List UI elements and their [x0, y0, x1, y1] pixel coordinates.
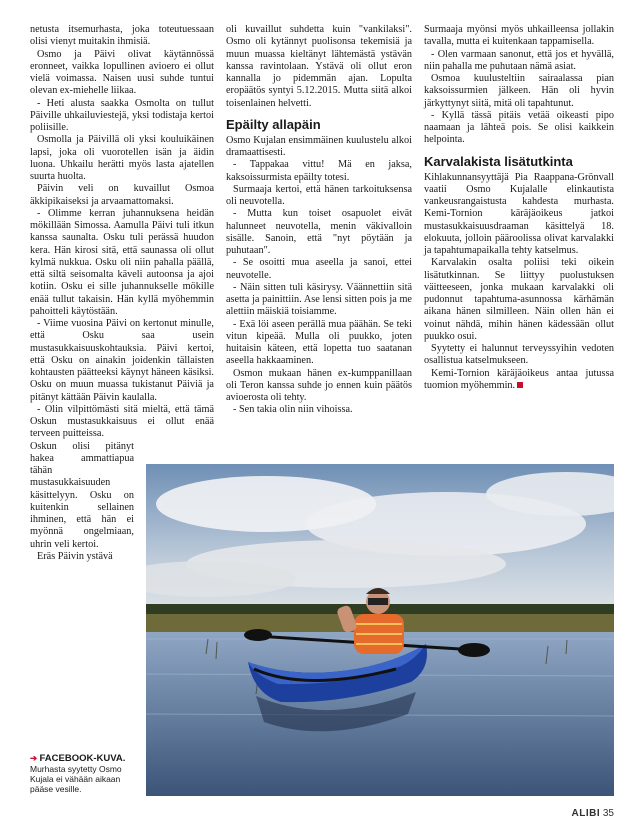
paragraph: oli kuvaillut suhdetta kuin "vankilaksi". Osmo oli kytännyt puolisonsa tekemisiä ja muun muassa kieltänyt lähtemästä ystävän kanssa ravintolaan. Ystävä oli ollut eron kannalla jo pidemmän ajan. Lopulta eropäätös syntyi 5.12.2015. Mutta siitä alkoi toisenlainen helvetti.	[226, 24, 412, 109]
section-heading: Epäilty allapäin	[226, 116, 321, 132]
paragraph: Osmolla ja Päivillä oli yksi kouluikäinen lapsi, joka oli vuorotellen isän ja äidin luona. Uhkailu herätti myös lasta ajatellen suurta huolta.	[30, 134, 214, 182]
paragraph: Surmaaja kertoi, että hänen tarkoituksensa oli neuvotella.	[226, 183, 412, 207]
caption-text: Murhasta syytetty Osmo Kujala ei vähään aikaan pääse vesille.	[30, 764, 122, 794]
caption-title: FACEBOOK-KUVA.	[39, 753, 126, 764]
paragraph: - Viime vuosina Päivi on kertonut minulle, että Osku saa usein mustasukkaisuuskohtauksia. Päivi kertoi, että Osku on ainakin joidenkin tällaisten kohtausten päätteeksi käynyt häneen käsiksi. Osku on muun muassa tukistanut Päiviä ja pitänyt kättään Päivin kaulalla.	[30, 318, 214, 403]
paragraph: - Sen takia olin niin vihoissa.	[233, 404, 353, 416]
section-heading: Karvalakista lisätutkinta	[424, 153, 573, 169]
paragraph: - Se osoitti mua aseella ja sanoi, ettei neuvotelle.	[226, 257, 412, 281]
end-mark-icon	[517, 382, 523, 388]
paragraph: Osmo ja Päivi olivat käytännössä eronneet, vaikka lopullinen avioero ei ollut vielä voimassa. Naisen uusi suhde tuntui olevan ex-miehelle liikaa.	[30, 48, 214, 97]
paragraph: - Olin vilpittömästi sitä mieltä, että tämä Oskun mustasukkaisuus ei ollut enää terveen puitteissa.	[30, 403, 214, 440]
article-column-2	[226, 24, 412, 417]
paragraph: - Heti alusta saakka Osmolta on tullut Päiville uhkailuviestejä, yksi todistaja kertoi poliisille.	[30, 97, 214, 133]
arrow-icon: ➔	[30, 753, 38, 763]
paragraph: - Exä löi aseen perällä mua päähän. Se teki vitun kipeää. Mulla oli puukko, joten huitaisin käteen, että lopetta tuo saatanan aseella hakkaaminen.	[226, 318, 412, 367]
paragraph: Päivin veli on kuvaillut Osmoa äkkipikaiseksi ja arvaamattomaksi.	[30, 183, 214, 207]
paragraph: Eräs Päivin ystävä	[37, 550, 113, 562]
paragraph: - Olen varmaan sanonut, että jos et hyvällä, niin pahalla me puhutaan nämä asiat.	[424, 48, 614, 72]
paragraph: Syytetty ei halunnut terveyssyihin vedoten osallistua katselmukseen.	[424, 343, 614, 367]
paragraph: Kihlakunnansyyttäjä Pia Raappana-Grönvall vaatii Osmo Kujalalle elinkautista vankeusrangaistusta kahdesta murhasta. Kemi-Tornion käräjäoikeus jatkoi mustasukkaisuusdraaman käsittelyä 18. elokuuta, jolloin pääroolissa olivat karvalakki ja tapahtumapaikalla tehty katselmus.	[424, 171, 614, 256]
paragraph: - Mutta kun toiset osapuolet eivät halunneet neuvotella, menin väkivalloin sisälle. Sanoin, että "nyt pöytään ja puhutaan".	[226, 208, 412, 256]
paragraph: - Kyllä tässä pitäis vetää oikeasti pipo naamaan ja lähteä pois. Se olisi kaikkein helpointa.	[424, 109, 614, 146]
paragraph: - Näin sitten tuli käsirysy. Väännettiin sitä asetta ja painittiin. Ase lensi sitten pois ja me alettiin mäiskiä toisiamme.	[226, 281, 412, 318]
photo-caption	[30, 753, 142, 794]
page-number: 35	[602, 808, 614, 819]
article-column-3	[424, 24, 614, 392]
page-footer	[571, 808, 614, 819]
paragraph: Surmaaja myönsi myös uhkailleensa jollakin tavalla, mutta ei kuitenkaan tappamisella.	[424, 24, 614, 48]
paragraph: - Tappakaa vittu! Mä en jaksa, kaksoissurmista epäilty totesi.	[226, 159, 412, 183]
paragraph: Karvalakin osalta poliisi teki oikein lisätutkinnan. Se liittyy puolustuksen väitteeseen, jonka mukaan karvalakki oli pudonnut tapahtuma-asunnossa kärhämän aikana hänen silmilleen. Näin ollen hän ei voinut nähdä, mihin hänen kädessään ollut puukko osui.	[424, 257, 614, 342]
paragraph: netusta itsemurhasta, joka toteutuessaan olisi vienyt muitakin ihmisiä.	[30, 24, 214, 48]
paragraph: Osmon mukaan hänen ex-kumppanillaan oli Teron kanssa suhde jo ennen kuin päätös avioerosta oli tehty.	[226, 367, 412, 403]
paragraph: Oskun olisi pitänyt hakea ammattiapua tähän mustasukkaisuuden käsittelyyn. Osku on kuitenkin sellainen ihminen, että hän ei myönnä ongelmiaan, uhrin veli kertoi.	[30, 440, 134, 550]
paragraph: Osmo Kujalan ensimmäinen kuulustelu alkoi dramaattisesti.	[226, 134, 412, 158]
paragraph: - Olimme kerran juhannuksena heidän mökillään Simossa. Aamulla Päivi tuli itkun kanssa saunalta. Osku tuli perässä huudon kera. Hän kirosi sitä, että saunassa oli ollut kylmä nukkua. Osku oli niin pahalla päällä, että siltä seisomalta käveli autoonsa ja ajoi kotiin. Osku ei sille juhannukselle mökille enää tullut takaisin. Hän kyllä myöhemmin pahoitteli käytöstään.	[30, 207, 214, 317]
paragraph: Osmoa kuulusteltiin sairaalassa pian kaksoissurmien jälkeen. Hän oli hyvin järkyttynyt siitä, mitä oli tapahtunut.	[424, 73, 614, 109]
paragraph: Kemi-Tornion käräjäoikeus antaa jutussa tuomion myöhemmin.	[424, 367, 614, 391]
magazine-name: ALIBI	[571, 808, 601, 819]
kayak-photo	[146, 464, 614, 796]
